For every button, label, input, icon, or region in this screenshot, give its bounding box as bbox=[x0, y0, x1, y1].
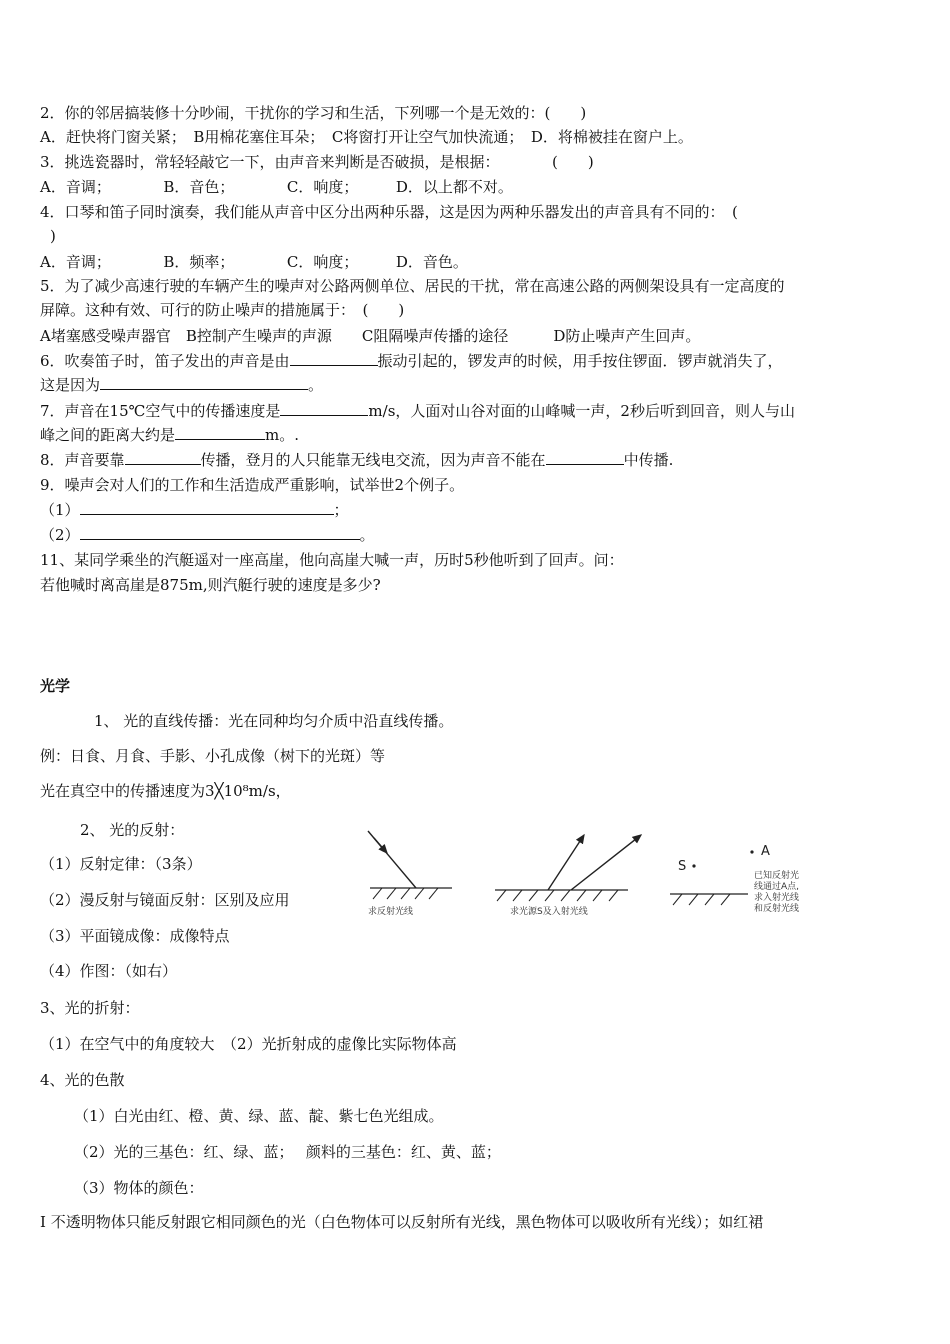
optics-p2-1: （1）反射定律：（3条） bbox=[40, 855, 202, 873]
point-s bbox=[692, 864, 695, 867]
q6-blank-1[interactable] bbox=[290, 351, 378, 366]
optics-p4: 4、光的色散 bbox=[40, 1071, 125, 1089]
q8-blank-2[interactable] bbox=[546, 450, 624, 465]
q6-text-a: 6．吹奏笛子时，笛子发出的声音是由 bbox=[40, 352, 290, 370]
ray-arrow bbox=[374, 838, 387, 853]
point-s-label: S bbox=[678, 859, 687, 874]
point-a bbox=[750, 850, 753, 853]
figure-mirror-point-a bbox=[670, 844, 802, 914]
q8-line bbox=[40, 450, 673, 470]
q8-text-a: 8．声音要靠 bbox=[40, 451, 125, 469]
optics-p4-3: （3）物体的颜色： bbox=[74, 1179, 204, 1197]
optics-p4-I: Ⅰ 不透明物体只能反射跟它相同颜色的光（白色物体可以反射所有光线，黑色物体可以吸收所有光线）；如红裙 bbox=[40, 1213, 764, 1231]
reflection-figures bbox=[360, 828, 820, 928]
q3-stem: 3．挑选瓷器时，常轻轻敲它一下，由声音来判断是否破损，是根据： ( ) bbox=[40, 153, 594, 171]
q11-line1: 11、某同学乘坐的汽艇遥对一座高崖，他向高崖大喊一声，历时5秒他听到了回声。问： bbox=[40, 551, 624, 569]
q8-text-b: 传播，登月的人只能靠无线电交流，因为声音不能在 bbox=[200, 451, 546, 469]
q6-text-c: 这是因为 bbox=[40, 376, 101, 394]
q6-line1 bbox=[40, 351, 783, 371]
q7-text-c: 峰之间的距离大约是 bbox=[40, 426, 176, 444]
q11-line2: 若他喊时离高崖是875m,则汽艇行驶的速度是多少? bbox=[40, 576, 381, 594]
q7-line1 bbox=[40, 401, 795, 421]
optics-p2-4: （4）作图：（如右） bbox=[40, 962, 178, 980]
reflected-ray-2 bbox=[571, 835, 641, 890]
q9-stem: 9．噪声会对人们的工作和生活造成严重影响，试举世2个例子。 bbox=[40, 476, 465, 494]
q9-line1 bbox=[40, 500, 349, 520]
q7-text-d: m。. bbox=[265, 426, 300, 444]
q7-blank-2[interactable] bbox=[175, 425, 265, 440]
q7-text-a: 7．声音在15℃空气中的传播速度是 bbox=[40, 402, 281, 420]
q8-text-c: 中传播. bbox=[623, 451, 674, 469]
optics-p3-items: （1）在空气中的角度较大 （2）光折射成的虚像比实际物体高 bbox=[40, 1035, 457, 1053]
q6-blank-2[interactable] bbox=[100, 375, 308, 390]
optics-p4-2: （2）光的三基色：红、绿、蓝； 颜料的三基色：红、黄、蓝； bbox=[74, 1143, 501, 1161]
q5-options: A堵塞感受噪声器官 B控制产生噪声的声源 C阻隔噪声传播的途径 D防止噪声产生回声。 bbox=[40, 327, 701, 345]
optics-p3: 3、光的折射： bbox=[40, 999, 140, 1017]
q9-blank-1[interactable] bbox=[80, 500, 334, 515]
optics-heading: 光学 bbox=[40, 677, 71, 695]
q7-line2 bbox=[40, 425, 299, 445]
q5-stem: 5．为了减少高速行驶的车辆产生的噪声对公路两侧单位、居民的干扰，常在高速公路的两侧架设具有一定高度的 bbox=[40, 277, 785, 295]
figure-find-reflected-ray bbox=[368, 831, 452, 917]
reflected-ray-1 bbox=[548, 835, 584, 890]
q6-text-b: 振动引起的，锣发声的时候，用手按住锣面．锣声就消失了， bbox=[377, 352, 783, 370]
figure-3-note: 已知反射光 线通过A点, 求入射光线 和反射光线 bbox=[754, 871, 800, 914]
optics-p1: 1、 光的直线传播：光在同种均匀介质中沿直线传播。 bbox=[94, 712, 454, 730]
q2-options: A．赶快将门窗关紧； B用棉花塞住耳朵； C将窗打开让空气加快流通； D．将棉被挂在窗户上。 bbox=[40, 128, 693, 146]
optics-p4-1: （1）白光由红、橙、黄、绿、蓝、靛、紫七色光组成。 bbox=[74, 1107, 444, 1125]
optics-p1-speed: 光在真空中的传播速度为3╳10⁸m/s， bbox=[40, 782, 291, 800]
q7-blank-1[interactable] bbox=[280, 401, 368, 416]
q2-stem: 2．你的邻居搞装修十分吵闹，干扰你的学习和生活，下列哪一个是无效的：( ) bbox=[40, 104, 587, 122]
q9-label-2: （2） bbox=[40, 526, 80, 544]
figure-2-caption: 求光源S及入射光线 bbox=[510, 907, 588, 917]
q3-options: A．音调； B．音色； C．响度； D．以上都不对。 bbox=[40, 178, 513, 196]
q9-line2 bbox=[40, 525, 375, 545]
optics-p2-3: （3）平面镜成像：成像特点 bbox=[40, 927, 230, 945]
q6-text-d: 。 bbox=[308, 376, 324, 394]
figure-1-caption: 求反射光线 bbox=[368, 907, 414, 917]
q5-stem-cont: 屏障。这种有效、可行的防止噪声的措施属于： ( ) bbox=[40, 301, 405, 319]
q9-end-1: ； bbox=[333, 501, 349, 519]
q6-line2 bbox=[40, 375, 323, 395]
q8-blank-1[interactable] bbox=[125, 450, 201, 465]
point-a-label: A bbox=[761, 844, 770, 859]
optics-p2: 2、 光的反射： bbox=[80, 821, 185, 839]
q9-end-2: 。 bbox=[359, 526, 375, 544]
figure-find-source-and-incident bbox=[495, 835, 641, 917]
q4-stem-cont: ) bbox=[50, 227, 56, 245]
optics-p1-example: 例：日食、月食、手影、小孔成像（树下的光斑）等 bbox=[40, 747, 386, 765]
optics-p2-2: （2）漫反射与镜面反射：区别及应用 bbox=[40, 891, 290, 909]
q9-blank-2[interactable] bbox=[80, 525, 360, 540]
q4-stem: 4．口琴和笛子同时演奏，我们能从声音中区分出两种乐器，这是因为两种乐器发出的声音具有不同的： ( bbox=[40, 203, 738, 221]
q9-label-1: （1） bbox=[40, 501, 80, 519]
q7-text-b: m/s，人面对山谷对面的山峰喊一声，2秒后听到回音，则人与山 bbox=[368, 402, 795, 420]
q4-options: A．音调； B．频率； C．响度； D．音色。 bbox=[40, 253, 468, 271]
